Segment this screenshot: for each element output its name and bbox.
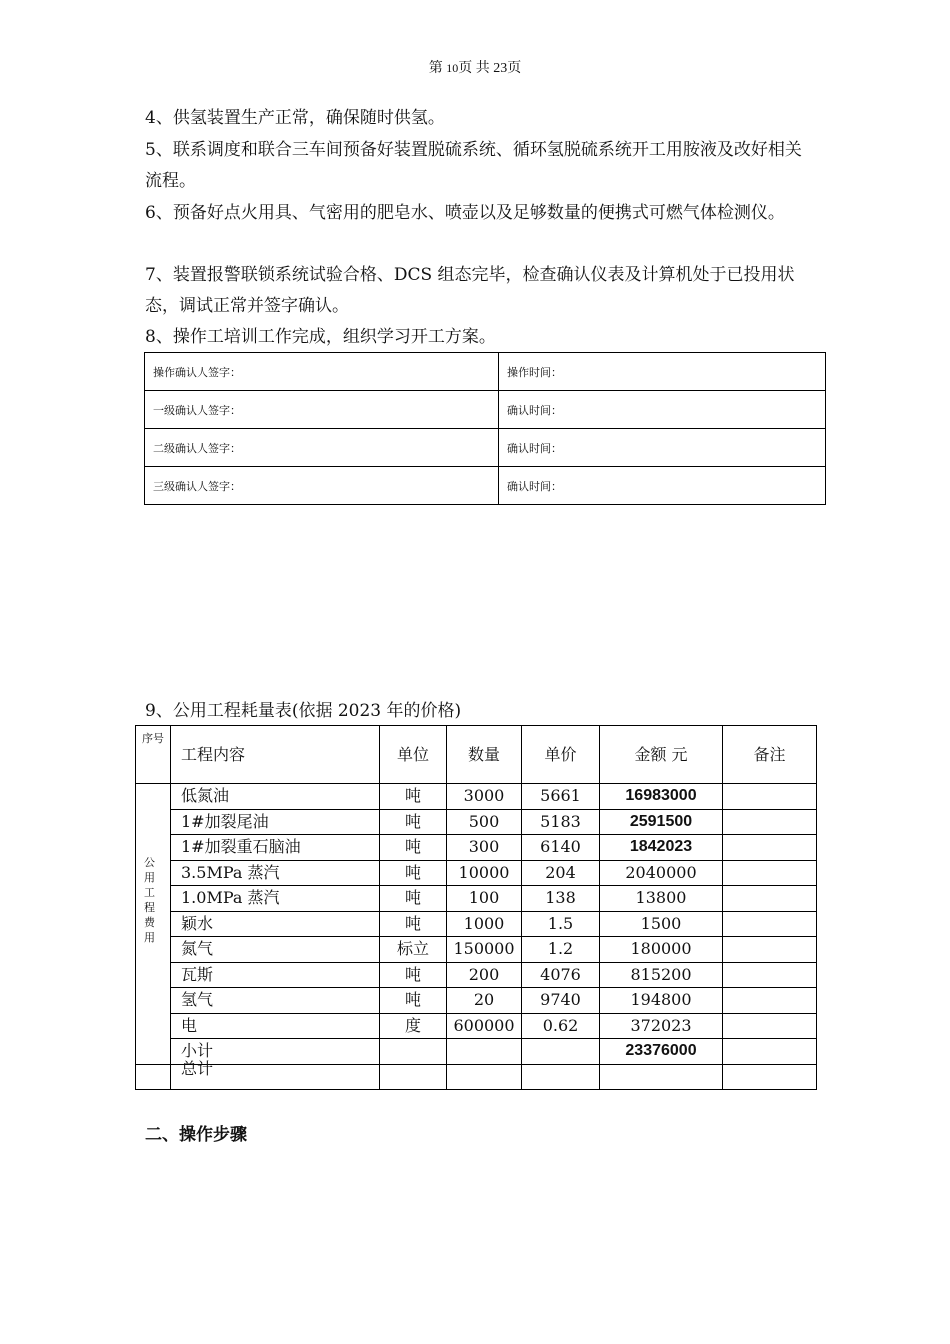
signature-row	[145, 353, 826, 391]
total-qty	[447, 1064, 522, 1089]
item-name: 氢气	[171, 988, 380, 1014]
header-unit: 单位	[380, 726, 447, 784]
item-qty: 100	[447, 886, 522, 912]
table-row	[136, 886, 817, 912]
paragraph-6: 6、预备好点火用具、气密用的肥皂水、喷壶以及足够数量的便携式可燃气体检测仪。	[145, 203, 785, 223]
item-name: 低氮油	[171, 784, 380, 810]
total-price	[522, 1064, 600, 1089]
subtotal-note	[723, 1039, 817, 1065]
item-amount: 2591500	[600, 809, 723, 835]
item-qty: 3000	[447, 784, 522, 810]
item-amount: 1500	[600, 911, 723, 937]
header-name: 工程内容	[171, 726, 380, 784]
table-row	[136, 835, 817, 861]
page-prefix: 第	[428, 61, 443, 76]
item-amount: 180000	[600, 937, 723, 963]
paragraph-7: 7、装置报警联锁系统试验合格、DCS 组态完毕，检查确认仪表及计算机处于已投用状态，调试正常并签字确认。	[145, 265, 795, 316]
item-note	[723, 784, 817, 810]
item-price: 1.2	[522, 937, 600, 963]
time-cell[interactable]: 操作时间：	[499, 353, 826, 391]
subtotal-amount: 23376000	[600, 1039, 723, 1065]
item-note	[723, 937, 817, 963]
item-qty: 500	[447, 809, 522, 835]
item-name: 3.5MPa 蒸汽	[171, 860, 380, 886]
header-note: 备注	[723, 726, 817, 784]
subtotal-unit	[380, 1039, 447, 1065]
item-price: 204	[522, 860, 600, 886]
table-row	[136, 962, 817, 988]
signature-cell[interactable]: 三级确认人签字：	[145, 467, 499, 505]
item-price: 1.5	[522, 911, 600, 937]
item-name: 颖水	[171, 911, 380, 937]
paragraph-4: 4、供氢装置生产正常，确保随时供氢。	[145, 108, 445, 128]
table-header-row	[136, 726, 817, 784]
section-heading: 二、操作步骤	[145, 1125, 247, 1145]
signature-cell[interactable]: 二级确认人签字：	[145, 429, 499, 467]
item-note	[723, 835, 817, 861]
paragraph-8: 8、操作工培训工作完成，组织学习开工方案。	[145, 327, 496, 347]
signature-table	[144, 352, 826, 505]
item-qty: 150000	[447, 937, 522, 963]
table-row	[136, 860, 817, 886]
item-price: 4076	[522, 962, 600, 988]
table-row	[136, 988, 817, 1014]
total-unit	[380, 1064, 447, 1089]
item-unit: 标立	[380, 937, 447, 963]
item-note	[723, 962, 817, 988]
item-unit: 吨	[380, 784, 447, 810]
signature-row	[145, 429, 826, 467]
item-name: 瓦斯	[171, 962, 380, 988]
item-name: 氮气	[171, 937, 380, 963]
item-note	[723, 860, 817, 886]
subtotal-price	[522, 1039, 600, 1065]
item-unit: 吨	[380, 860, 447, 886]
item-unit: 吨	[380, 911, 447, 937]
table-row	[136, 1013, 817, 1039]
item-name: 1#加裂重石脑油	[171, 835, 380, 861]
item-price: 9740	[522, 988, 600, 1014]
item-name: 1.0MPa 蒸汽	[171, 886, 380, 912]
item-note	[723, 988, 817, 1014]
table-row	[136, 809, 817, 835]
subtotal-qty	[447, 1039, 522, 1065]
item-amount: 13800	[600, 886, 723, 912]
time-cell[interactable]: 确认时间：	[499, 391, 826, 429]
item-price: 6140	[522, 835, 600, 861]
item-name: 电	[171, 1013, 380, 1039]
item-price: 5661	[522, 784, 600, 810]
item-unit: 吨	[380, 835, 447, 861]
item-price: 5183	[522, 809, 600, 835]
signature-row	[145, 391, 826, 429]
item-amount: 1842023	[600, 835, 723, 861]
page-number: 10	[446, 61, 459, 75]
item-unit: 吨	[380, 809, 447, 835]
header-seq: 序号	[136, 726, 171, 784]
item-qty: 10000	[447, 860, 522, 886]
signature-cell[interactable]: 操作确认人签字：	[145, 353, 499, 391]
table-row	[136, 784, 817, 810]
table-row	[136, 911, 817, 937]
item-amount: 194800	[600, 988, 723, 1014]
page-middle: 页 共	[458, 61, 490, 76]
signature-row	[145, 467, 826, 505]
item-qty: 200	[447, 962, 522, 988]
item-note	[723, 809, 817, 835]
page-suffix: 页	[507, 61, 522, 76]
subtotal-row	[136, 1039, 817, 1065]
item-unit: 吨	[380, 988, 447, 1014]
item-amount: 815200	[600, 962, 723, 988]
page-header	[0, 57, 950, 77]
item-qty: 1000	[447, 911, 522, 937]
time-cell[interactable]: 确认时间：	[499, 467, 826, 505]
header-amount: 金额 元	[600, 726, 723, 784]
item-qty: 600000	[447, 1013, 522, 1039]
item-qty: 300	[447, 835, 522, 861]
item-unit: 吨	[380, 962, 447, 988]
total-seq	[136, 1064, 171, 1089]
item-unit: 吨	[380, 886, 447, 912]
total-row	[136, 1064, 817, 1089]
utility-table-title: 9、公用工程耗量表(依据 2023 年的价格)	[145, 701, 462, 721]
utility-table	[135, 725, 817, 1090]
category-cell: 公用工程费用	[136, 784, 171, 1065]
item-amount: 2040000	[600, 860, 723, 886]
item-note	[723, 1013, 817, 1039]
table-row	[136, 937, 817, 963]
item-price: 138	[522, 886, 600, 912]
header-qty: 数量	[447, 726, 522, 784]
item-unit: 度	[380, 1013, 447, 1039]
page-total: 23	[493, 61, 508, 76]
header-price: 单价	[522, 726, 600, 784]
item-amount: 16983000	[600, 784, 723, 810]
total-note	[723, 1064, 817, 1089]
signature-cell[interactable]: 一级确认人签字：	[145, 391, 499, 429]
time-cell[interactable]: 确认时间：	[499, 429, 826, 467]
item-note	[723, 886, 817, 912]
paragraph-5: 5、联系调度和联合三车间预备好装置脱硫系统、循环氢脱硫系统开工用胺液及改好相关流程。	[145, 140, 802, 191]
item-qty: 20	[447, 988, 522, 1014]
total-amount	[600, 1064, 723, 1089]
item-amount: 372023	[600, 1013, 723, 1039]
item-note	[723, 911, 817, 937]
subtotal-label: 小计	[171, 1039, 380, 1065]
item-name: 1#加裂尾油	[171, 809, 380, 835]
item-price: 0.62	[522, 1013, 600, 1039]
total-label: 总计	[171, 1064, 380, 1089]
